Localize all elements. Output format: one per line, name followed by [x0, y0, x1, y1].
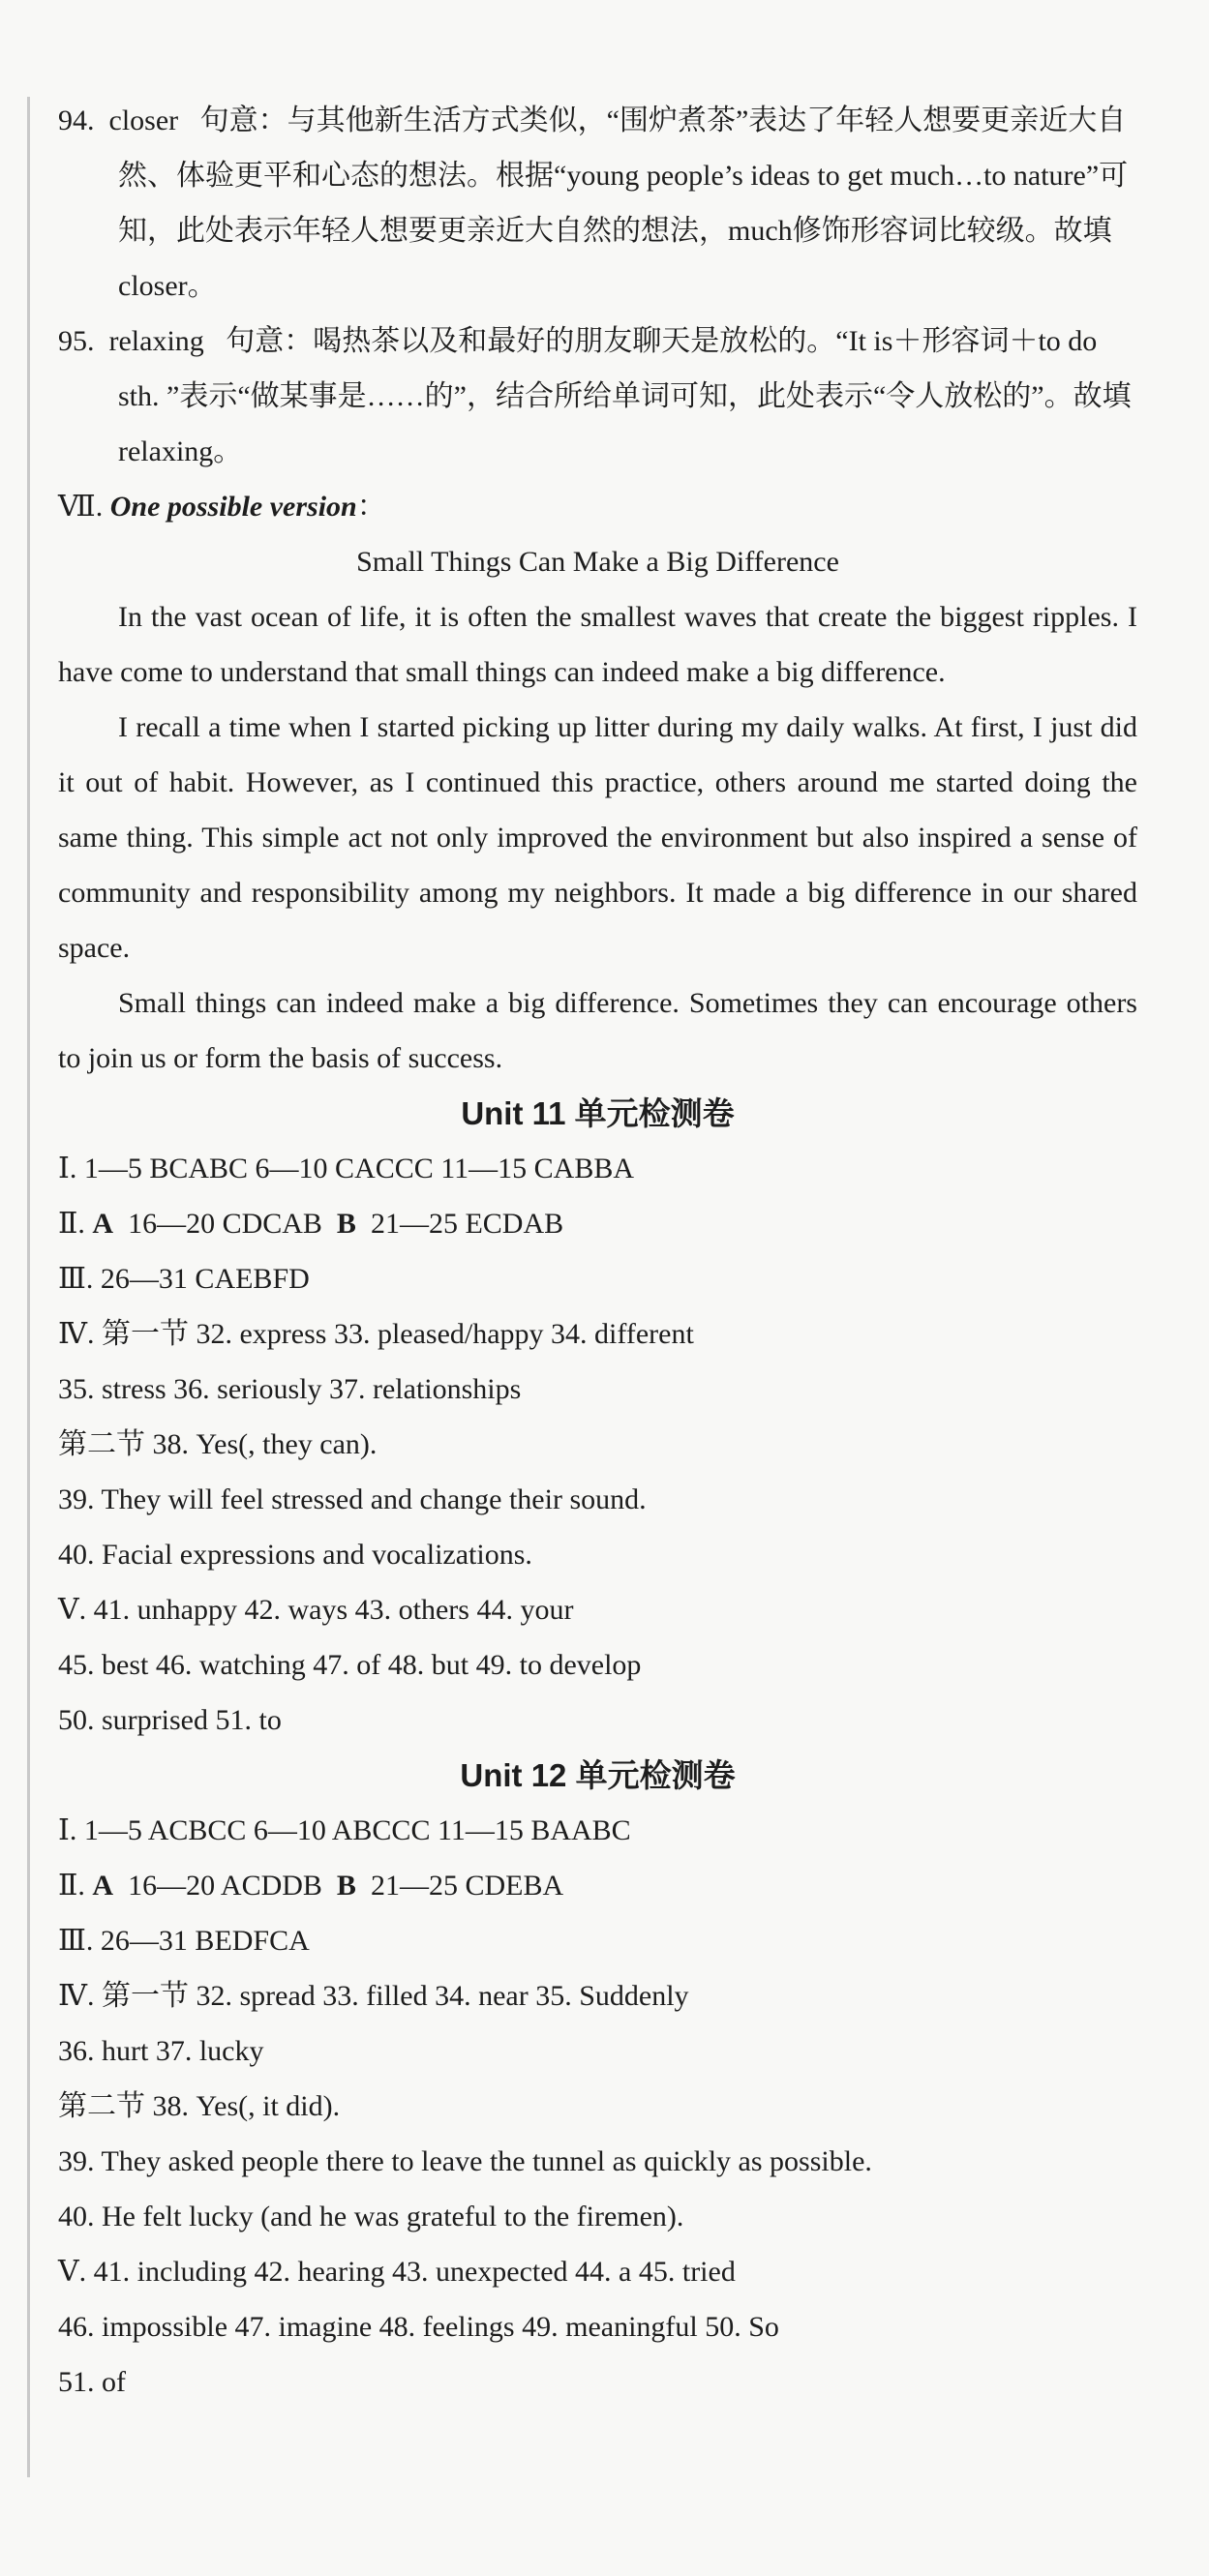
- answer-word: closer: [108, 105, 179, 136]
- writing-heading: [58, 479, 1137, 534]
- unit12-line: 39. They asked people there to leave the tunnel as quickly as possible.: [58, 2145, 872, 2177]
- explanation-94: [58, 93, 1137, 314]
- explanation-95: [58, 314, 1137, 479]
- unit11-line: 39. They will feel stressed and change their sound.: [58, 1483, 647, 1515]
- section-number: Ⅶ.: [58, 491, 104, 523]
- unit12-line: 46. impossible 47. imagine 48. feelings 49. meaningful 50. So: [58, 2311, 779, 2343]
- unit12-line: Ⅴ. 41. including 42. hearing 43. unexpected 44. a 45. tried: [58, 2256, 736, 2288]
- unit11-line: Ⅴ. 41. unhappy 42. ways 43. others 44. your: [58, 1594, 574, 1626]
- part-a-label: A: [92, 1208, 114, 1240]
- answer-page: [58, 93, 1137, 2410]
- unit11-line: 35. stress 36. seriously 37. relationships: [58, 1373, 522, 1405]
- unit11-line: Ⅲ. 26—31 CAEBFD: [58, 1263, 310, 1295]
- unit12-part2: [58, 1858, 1137, 1913]
- section-number: Ⅱ.: [58, 1870, 85, 1902]
- unit11-title: Unit 11 单元检测卷: [461, 1095, 735, 1131]
- part-b-label: B: [336, 1870, 356, 1902]
- unit12-line: 36. hurt 37. lucky: [58, 2035, 264, 2067]
- part-a-answers: 16—20 ACDDB: [128, 1870, 322, 1902]
- unit12-line: 51. of: [58, 2366, 126, 2398]
- unit12-line: 第二节 38. Yes(, it did).: [58, 2090, 341, 2122]
- item-number: 94.: [58, 105, 95, 136]
- unit11-line: 第二节 38. Yes(, they can).: [58, 1428, 378, 1460]
- unit11-part2: [58, 1196, 1137, 1251]
- unit11-line: Ⅰ. 1—5 BCABC 6—10 CACCC 11—15 CABBA: [58, 1153, 635, 1184]
- part-a-label: A: [92, 1870, 114, 1902]
- unit12-line: Ⅲ. 26—31 BEDFCA: [58, 1925, 310, 1957]
- unit11-line: 50. surprised 51. to: [58, 1704, 282, 1736]
- answer-word: relaxing: [108, 325, 204, 357]
- part-b-label: B: [336, 1208, 356, 1240]
- unit12-line: 40. He felt lucky (and he was grateful to the firemen).: [58, 2201, 684, 2232]
- colon: ：: [356, 491, 386, 523]
- essay-title: Small Things Can Make a Big Difference: [356, 546, 839, 578]
- essay-paragraph: Small things can indeed make a big difference. Sometimes they can encourage others to join us or form the basis of success.: [58, 987, 1137, 1074]
- unit11-line: Ⅳ. 第一节 32. express 33. pleased/happy 34. different: [58, 1318, 694, 1350]
- essay-paragraph: I recall a time when I started picking up litter during my daily walks. At first, I just did it out of habit. However, as I continued this practice, others around me started doing the same thing. This simple act not only improved the environment but also inspired a sense of community and responsibility among my neighbors. It made a big difference in our shared space.: [58, 711, 1137, 964]
- item-number: 95.: [58, 325, 95, 357]
- unit11-line: 40. Facial expressions and vocalizations.: [58, 1539, 532, 1571]
- part-b-answers: 21—25 CDEBA: [370, 1870, 564, 1902]
- unit12-line: Ⅳ. 第一节 32. spread 33. filled 34. near 35. Suddenly: [58, 1980, 689, 2012]
- margin-rule: [27, 97, 30, 2477]
- unit11-line: 45. best 46. watching 47. of 48. but 49. to develop: [58, 1649, 642, 1681]
- essay-paragraph: In the vast ocean of life, it is often the smallest waves that create the biggest ripples. I have come to understand that small things can indeed make a big difference.: [58, 601, 1137, 688]
- unit12-title: Unit 12 单元检测卷: [460, 1757, 736, 1793]
- unit12-line: Ⅰ. 1—5 ACBCC 6—10 ABCCC 11—15 BAABC: [58, 1814, 631, 1846]
- part-b-answers: 21—25 ECDAB: [370, 1208, 564, 1240]
- explanation-text: 句意：与其他新生活方式类似，“围炉煮茶”表达了年轻人想要更亲近大自然、体验更平和心态的想法。根据“young people’s ideas to get much…to nature”可知，此处表示年轻人想要更亲近大自然的想法，much修饰形容词比较级。故填 closer。: [118, 105, 1129, 302]
- version-label: One possible version: [109, 491, 357, 523]
- section-number: Ⅱ.: [58, 1208, 85, 1240]
- part-a-answers: 16—20 CDCAB: [128, 1208, 322, 1240]
- explanation-text: 句意：喝热茶以及和最好的朋友聊天是放松的。“It is＋形容词＋to do sth. ”表示“做某事是……的”，结合所给单词可知，此处表示“令人放松的”。故填 relaxing。: [118, 325, 1132, 467]
